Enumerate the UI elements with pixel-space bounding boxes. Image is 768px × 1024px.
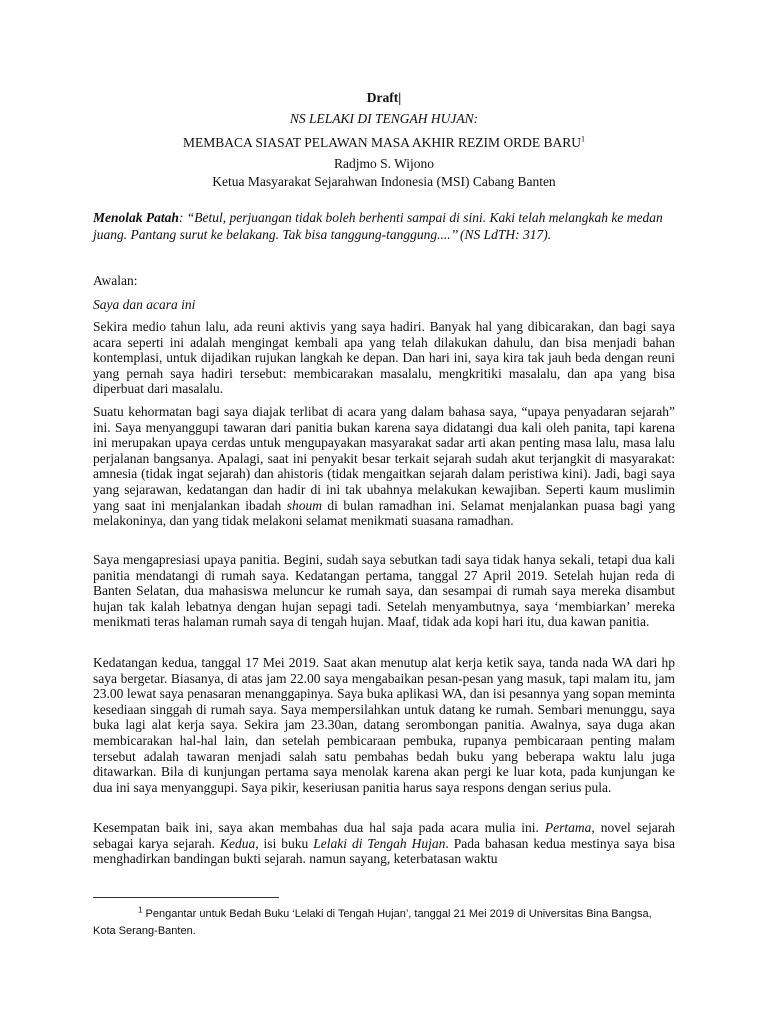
epigraph-label: Menolak Patah [93, 210, 179, 225]
author-affiliation: Ketua Masyarakat Sejarahwan Indonesia (MSI) Cabang Banten [212, 174, 556, 189]
author-name: Radjmo S. Wijono [333, 156, 435, 171]
footnote [93, 906, 675, 940]
paragraph-2-emphasis: shoum [286, 497, 322, 513]
paragraph-4: Kedatangan kedua, tanggal 17 Mei 2019. Saat akan menutup alat kerja ketik saya, tanda nada WA dari hp saya bergetar. Biasanya, di atas jam 22.00 saya mengabaikan pesan-pesan yang masuk, tapi malam itu, jam 23.00 lewat saya penasaran menanggapinya. Saya buka aplikasi WA, dan isi pesannya yang sopan meminta kesediaan singgah di rumah saya. Saya mempersilahkan untuk datang ke rumah. Sembari menunggu, saya buka lagi alat kerja saya. Sekira jam 23.30an, datang serombongan panitia. Awalnya, saya duga akan membicarakan hal-hal lain, dan setelah pembicaraan pembuka, rupanya pembicaraan penting malam tersebut adalah tawaran menjadi salah satu pembahas bedah buku yang beberapa waktu lalu juga ditawarkan. Bila di kunjungan pertama saya menolak karena akan pergi ke luar kota, pada kunjungan ke dua ini saya menyanggupi. Saya pikir, keseriusan panitia harus saya respons dengan serius pula. [93, 655, 675, 795]
paragraph-3: Saya mengapresiasi upaya panitia. Begini, sudah saya sebutkan tadi saya tidak hanya sekali, tetapi dua kali panitia mendatangi di rumah saya. Kedatangan pertama, tanggal 27 April 2019. Setelah hujan reda di Banten Selatan, dua mahasiswa meluncur ke rumah saya, dan sesampai di rumah saya mereka disambut hujan tak kalah lebatnya dengan hujan sepagi tadi. Setelah menyambutnya, saya ‘membiarkan’ mereka menikmati teras halaman rumah saya di tengah hujan. Maaf, tidak ada kopi hari itu, dua kawan panitia. [93, 552, 675, 630]
subtitle-text: MEMBACA SIASAT PELAWAN MASA AKHIR REZIM ORDE BARU [182, 135, 582, 150]
paragraph-2-text-b: di bulan ramadhan ini. Selamat menjalankan puasa bagi yang melakoninya, dan yang tidak melakoni selamat menikmati suasana ramadhan. [93, 497, 676, 529]
epigraph-text: : “Betul, perjuangan tidak boleh berhenti sampai di sini. Kaki telah melangkah ke medan juang. Pantang surut ke belakang. Tak bisa tanggung-tanggung....’’ (NS LdTH: 317). [93, 210, 663, 242]
document-subtitle [0, 135, 768, 151]
epigraph [93, 209, 683, 243]
paragraph-5-text-b: , novel sejarah sebagai karya sejarah. [93, 820, 675, 851]
paragraph-5-emphasis-1: Pertama [544, 820, 592, 835]
paragraph-5 [93, 820, 675, 867]
draft-label: Draft| [366, 90, 402, 105]
section-heading: Awalan: [93, 273, 138, 288]
footnote-ref: 1 [581, 134, 586, 144]
paragraph-5-emphasis-2: Kedua [219, 835, 256, 851]
paragraph-5-text-c: , isi buku [255, 835, 314, 851]
paragraph-5-emphasis-3: Lelaki di Tengah Hujan [313, 835, 446, 851]
footnote-separator [93, 897, 279, 898]
section-subheading: Saya dan acara ini [93, 297, 196, 312]
paragraph-5-text-a: Kesempatan baik ini, saya akan membahas dua hal saja pada acara mulia ini. [93, 820, 545, 835]
paragraph-5-text-d: . Pada bahasan kedua mestinya saya bisa menghadirkan bandingan bukti sejarah. namun sayang, keterbatasan waktu [93, 835, 675, 867]
paragraph-2-text-a: Suatu kehormatan bagi saya diajak terlibat di acara yang dalam bahasa saya, “upaya penyadaran sejarah” ini. Saya menyanggupi tawaran dari panitia bukan karena saya didatangi dua kali oleh panita, tapi karena ini merupakan upaya cerdas untuk mengupayakan masyarakat sadar arti akan penting masa lalu, masa lalu perjalanan bangsanya. Apalagi, saat ini penyakit besar terkait sejarah sudah akut terjangkit di masyarakat: amnesia (tidak ingat sejarah) dan ahistoris (tidak mengaitkan sejarah dalam peristiwa kini). Jadi, bagi saya yang sejarawan, kedatangan dan hadir di ini tak ubahnya melakukan kewajiban. Seperti kaum muslimin yang saat ini menjalankan ibadah [93, 404, 675, 513]
document-title: NS LELAKI DI TENGAH HUJAN: [289, 111, 479, 126]
paragraph-1: Sekira medio tahun lalu, ada reuni aktivis yang saya hadiri. Banyak hal yang dibicarakan, dan bagi saya acara seperti ini adalah mengingat kembali apa yang telah dilakukan dahulu, dan bisa menjadi bahan kontemplasi, untuk dijadikan rujukan langkah ke depan. Dan hari ini, saya kira tak jauh beda dengan reuni yang pernah saya hadiri tersebut: membicarakan masalalu, mengkritiki masalalu, dan apa yang bisa diperbuat dari masalalu. [93, 319, 675, 397]
footnote-text: Pengantar untuk Bedah Buku ‘Lelaki di Tengah Hujan’, tanggal 21 Mei 2019 di Universitas Bina Bangsa, Kota Serang-Banten. [93, 908, 652, 937]
paragraph-2 [93, 404, 675, 529]
footnote-number: 1 [138, 905, 143, 915]
